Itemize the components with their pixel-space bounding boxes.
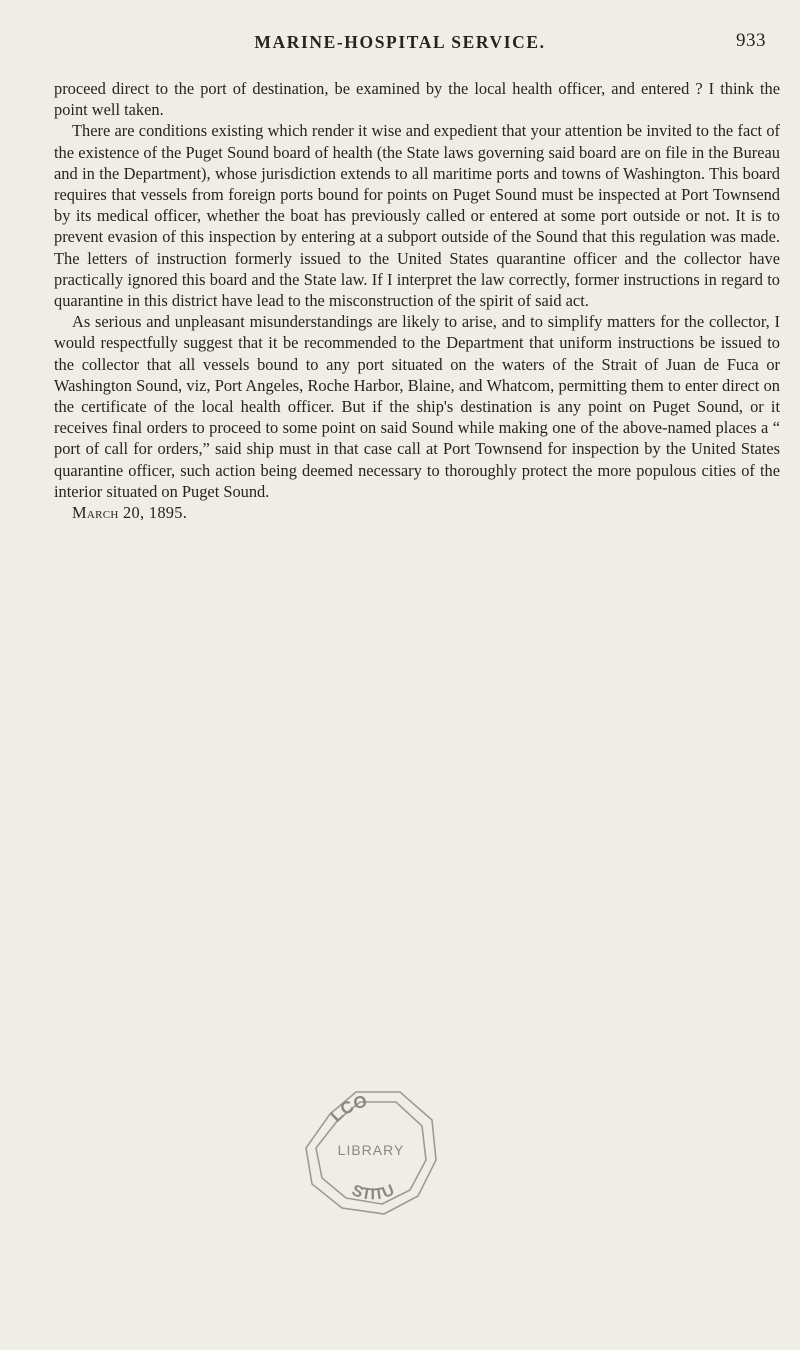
svg-text:STITU: [349, 1182, 397, 1204]
library-stamp: [296, 1086, 446, 1216]
running-head: [0, 30, 800, 60]
dateline: March 20, 1895.: [72, 503, 188, 523]
paragraph-puget-sound-board: There are conditions existing which render it wise and expedient that your attention be invited to the fact of the existence of the Puget Sound board of health (the State laws governing said board are on file in the Bureau and in the Department), whose jurisdiction extends to all maritime ports and towns of Washington. This board requires that vessels from foreign ports bound for points on Puget Sound must be inspected at Port Townsend by its medical officer, whether the boat has previously called or entered at some port outside or not. It is to prevent evasion of this inspection by entering at a subport outside of the Sound that this regulation was made. The letters of instruction formerly issued to the United States quarantine officer and the collector have practically ignored this board and the State law. If I interpret the law correctly, former instructions in regard to quarantine in this district have lead to the misconstruction of the spirit of said act.: [54, 121, 780, 311]
stamp-top-text: LCO: [326, 1091, 370, 1126]
stamp-bottom-text: STITU: [349, 1181, 397, 1204]
paragraph-recommendation: As serious and unpleasant misunderstandings are likely to arise, and to simplify matters for the collector, I would respectfully suggest that it be recommended to the Department that uniform instructions be issued to the collector that all vessels bound to any port situated on the waters of the Strait of Juan de Fuca or Washington Sound, viz, Port Angeles, Roche Harbor, Blaine, and Whatcom, permitting them to enter direct on the certificate of the local health officer. But if the ship's destination is any point on Puget Sound, or it receives final orders to proceed to some point on said Sound while making one of the above-named places a “ port of call for orders,” said ship must in that case call at Port Townsend for inspection by the United States quarantine officer, such action being deemed necessary to thoroughly protect the more populous cities of the interior situated on Puget Sound.: [54, 312, 780, 501]
paragraph-continuation: proceed direct to the port of destination, be examined by the local health officer, and entered ? I think the point well taken.: [54, 79, 780, 120]
stamp-middle-text: LIBRARY: [337, 1142, 405, 1158]
page-number: 933: [736, 30, 766, 51]
body-text: [54, 78, 780, 523]
svg-text:LCO: [327, 1092, 369, 1126]
running-title: MARINE-HOSPITAL SERVICE.: [254, 32, 546, 52]
